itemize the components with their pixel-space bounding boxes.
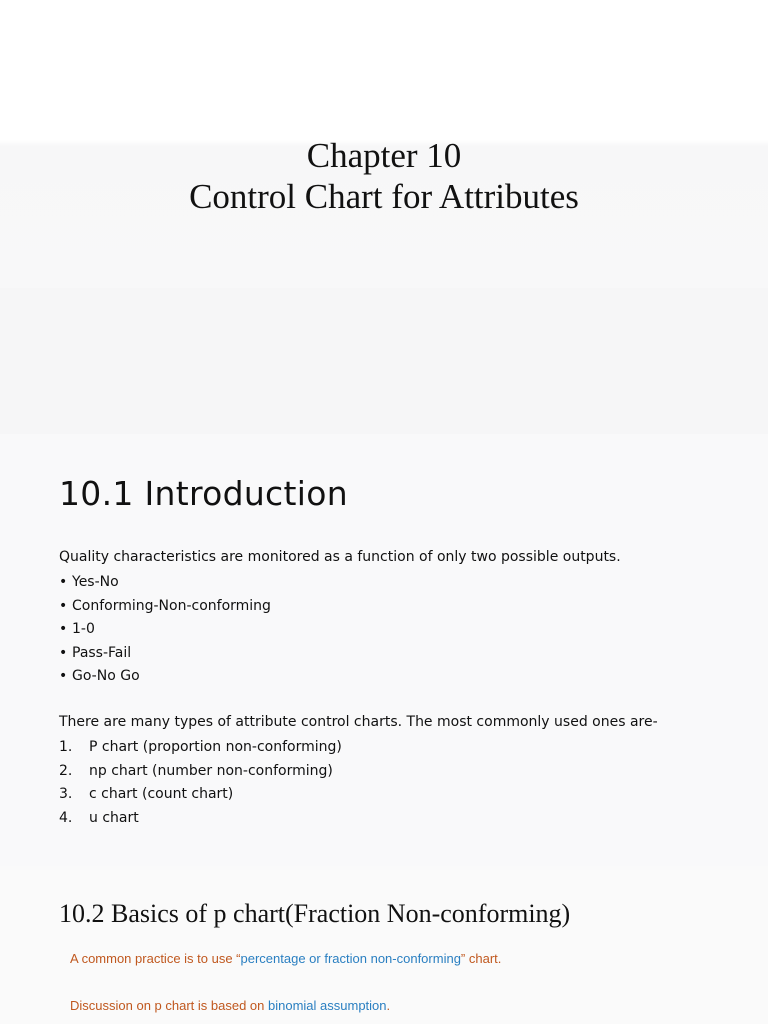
chapter-number: Chapter 10 <box>306 136 462 175</box>
slide-title <box>0 0 768 288</box>
list-item: 2. np chart (number non-conforming) <box>59 762 333 779</box>
bullet-icon: • <box>59 621 68 637</box>
types-paragraph: There are many types of attribute control charts. The most commonly used ones are- <box>59 714 658 730</box>
bullet-icon: • <box>59 644 68 661</box>
slide-blank <box>0 288 768 434</box>
note-common-practice: A common practice is to use “percentage or fraction non-conforming” chart. <box>70 951 502 966</box>
list-item: • 1-0 <box>59 621 95 637</box>
list-item: 1. P chart (proportion non-conforming) <box>59 739 342 755</box>
list-item: • Conforming-Non-conforming <box>59 597 271 614</box>
bullet-icon: • <box>59 668 68 684</box>
list-item: 4. u chart <box>59 809 139 826</box>
outputs-list <box>59 573 271 691</box>
chapter-name: Control Chart for Attributes <box>189 177 579 216</box>
list-item: • Pass-Fail <box>59 644 132 661</box>
intro-paragraph: Quality characteristics are monitored as a function of only two possible outputs. <box>59 549 621 565</box>
chart-types-list <box>59 738 342 832</box>
note-binomial: Discussion on p chart is based on binomial assumption. <box>70 998 391 1013</box>
section-heading-introduction: 10.1 Introduction <box>59 474 348 513</box>
chapter-title <box>0 135 768 217</box>
bullet-icon: • <box>59 597 68 614</box>
list-item: • Go-No Go <box>59 668 140 684</box>
bullet-icon: • <box>59 574 68 590</box>
list-item: 3. c chart (count chart) <box>59 786 234 802</box>
section-heading-p-chart: 10.2 Basics of p chart(Fraction Non-conforming) <box>59 899 571 928</box>
list-item: • Yes-No <box>59 574 119 590</box>
